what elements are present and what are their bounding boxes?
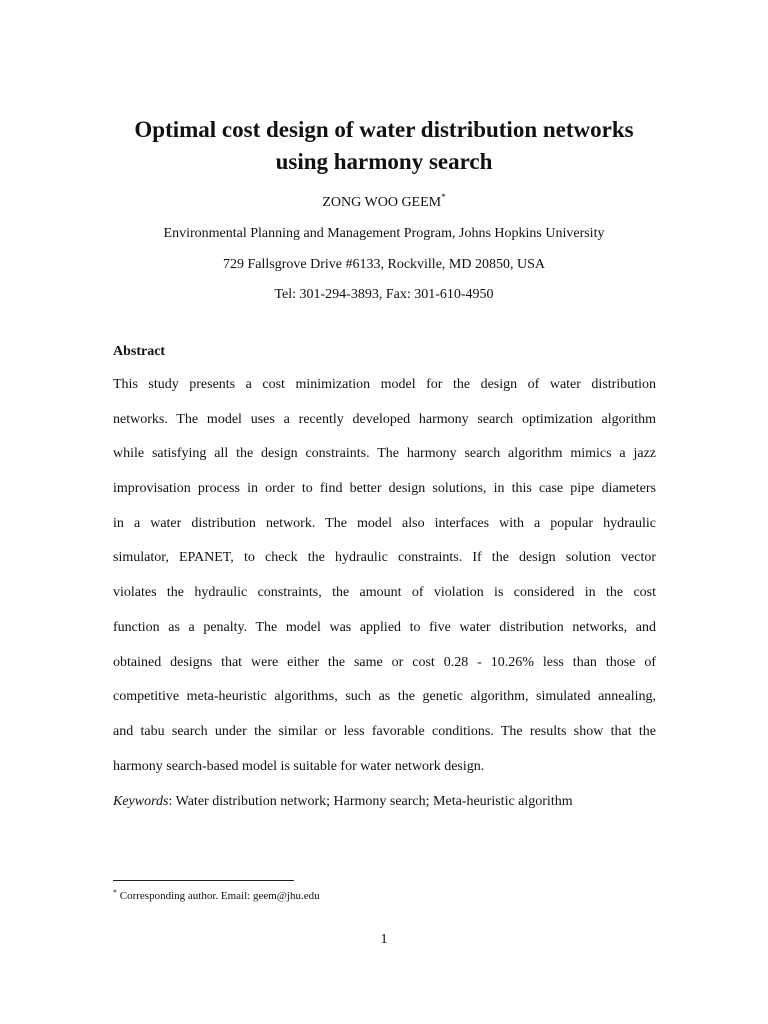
abstract-line: improvisation process in order to find better design solutions, in this case pipe diameters bbox=[113, 481, 656, 497]
abstract-line: in a water distribution network. The model also interfaces with a popular hydraulic bbox=[113, 515, 656, 531]
abstract-heading: Abstract bbox=[113, 344, 166, 359]
abstract-body bbox=[113, 376, 656, 792]
title-line-2: using harmony search bbox=[275, 149, 493, 174]
abstract-line: and tabu search under the similar or less favorable conditions. The results show that the bbox=[113, 723, 656, 739]
paper-title bbox=[0, 114, 768, 178]
abstract-line: while satisfying all the design constraints. The harmony search algorithm mimics a jazz bbox=[113, 446, 656, 462]
keywords-line bbox=[113, 793, 573, 811]
keywords-text: : Water distribution network; Harmony search; Meta-heuristic algorithm bbox=[168, 794, 573, 809]
abstract-line: harmony search-based model is suitable for water network design. bbox=[113, 758, 485, 774]
author-name: ZONG WOO GEEM bbox=[322, 195, 442, 210]
abstract-line: competitive meta-heuristic algorithms, such as the genetic algorithm, simulated annealing, bbox=[113, 689, 656, 705]
abstract-line: This study presents a cost minimization model for the design of water distribution bbox=[113, 377, 656, 392]
address: 729 Fallsgrove Drive #6133, Rockville, MD 20850, USA bbox=[223, 257, 545, 272]
author-line bbox=[0, 194, 768, 212]
abstract-line: violates the hydraulic constraints, the amount of violation is considered in the cost bbox=[113, 585, 656, 601]
affiliation: Environmental Planning and Management Program, Johns Hopkins University bbox=[163, 226, 605, 241]
abstract-line: simulator, EPANET, to check the hydraulic constraints. If the design solution vector bbox=[113, 550, 656, 566]
abstract-line: obtained designs that were either the same or cost 0.28 - 10.26% less than those of bbox=[113, 654, 656, 670]
contact-info: Tel: 301-294-3893, Fax: 301-610-4950 bbox=[274, 287, 494, 302]
footnote-divider bbox=[113, 880, 294, 881]
footnote-mark: * bbox=[113, 888, 117, 897]
footnote-text: Corresponding author. Email: geem@jhu.edu bbox=[117, 890, 320, 902]
keywords-label: Keywords bbox=[113, 794, 169, 809]
title-line-1: Optimal cost design of water distribution networks bbox=[134, 117, 634, 142]
footnote bbox=[113, 889, 320, 903]
author-footnote-mark: * bbox=[441, 192, 446, 202]
abstract-line: networks. The model uses a recently developed harmony search optimization algorithm bbox=[113, 411, 656, 427]
page-number: 1 bbox=[380, 932, 388, 947]
abstract-line: function as a penalty. The model was applied to five water distribution networks, and bbox=[113, 619, 656, 635]
